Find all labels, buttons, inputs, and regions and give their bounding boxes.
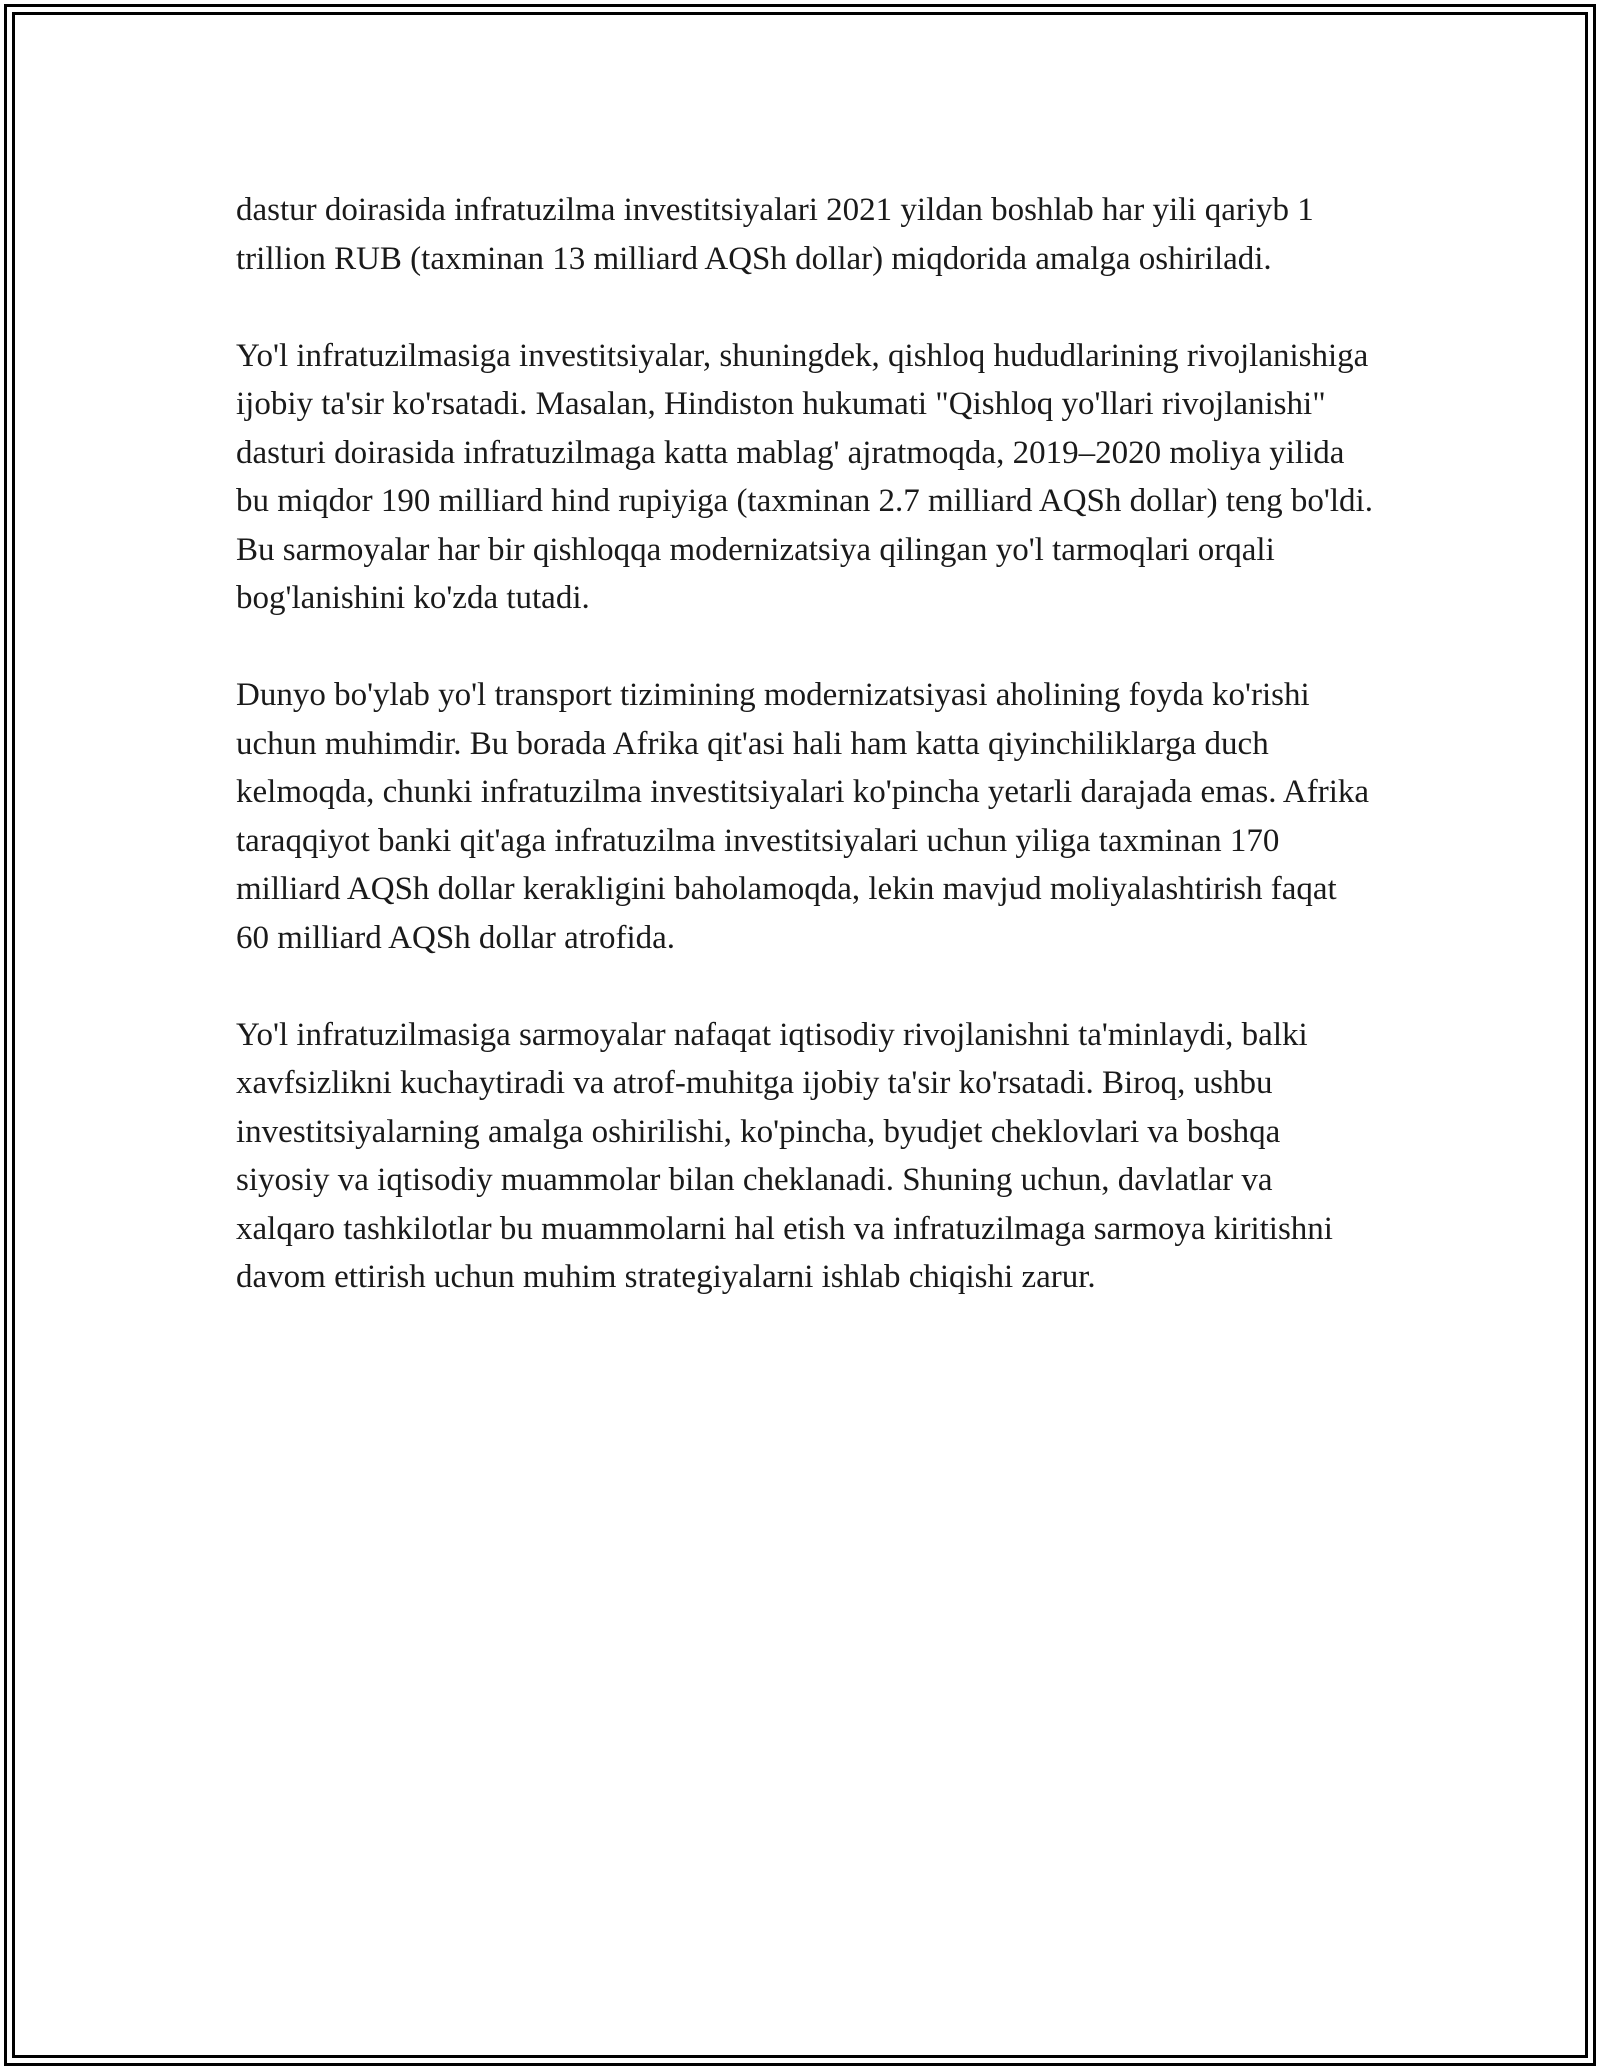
paragraph: Yo'l infratuzilmasiga investitsiyalar, shuningdek, qishloq hududlarining rivojlanishiga ijobiy ta'sir ko'rsatadi. Masalan, Hindiston hukumati "Qishloq yo'llari rivojlanishi" dasturi doirasida infratuzilmaga katta mablag' ajratmoqda, 2019–2020 moliya yilida bu miqdor 190 milliard hind rupiyiga (taxminan 2.7 milliard AQSh dollar) teng bo'ldi. Bu sarmoyalar har bir qishloqqa modernizatsiya qilingan yo'l tarmoqlari orqali bog'lanishini ko'zda tutadi. bbox=[236, 337, 1373, 616]
document-body bbox=[236, 186, 1376, 1350]
paragraph: Dunyo bo'ylab yo'l transport tizimining modernizatsiyasi aholining foyda ko'rishi uchun muhimdir. Bu borada Afrika qit'asi hali ham katta qiyinchiliklarga duch kelmoqda, chunki infratuzilma investitsiyalari ko'pincha yetarli darajada emas. Afrika taraqqiyot banki qit'aga infratuzilma investitsiyalari uchun yiliga taxminan 170 milliard AQSh dollar kerakligini baholamoqda, lekin mavjud moliyalashtirish faqat 60 milliard AQSh dollar atrofida. bbox=[236, 677, 1370, 956]
paragraph: Yo'l infratuzilmasiga sarmoyalar nafaqat iqtisodiy rivojlanishni ta'minlaydi, balki xavfsizlikni kuchaytiradi va atrof-muhitga ijobiy ta'sir ko'rsatadi. Biroq, ushbu investitsiyalarning amalga oshirilishi, ko'pincha, byudjet cheklovlari va boshqa siyosiy va iqtisodiy muammolar bilan cheklanadi. Shuning uchun, davlatlar va xalqaro tashkilotlar bu muammolarni hal etish va infratuzilmaga sarmoya kiritishni davom ettirish uchun muhim strategiyalarni ishlab chiqishi zarur. bbox=[236, 1016, 1333, 1295]
paragraph: dastur doirasida infratuzilma investitsiyalari 2021 yildan boshlab har yili qariyb 1 trillion RUB (taxminan 13 milliard AQSh dollar) miqdorida amalga oshiriladi. bbox=[236, 192, 1314, 277]
